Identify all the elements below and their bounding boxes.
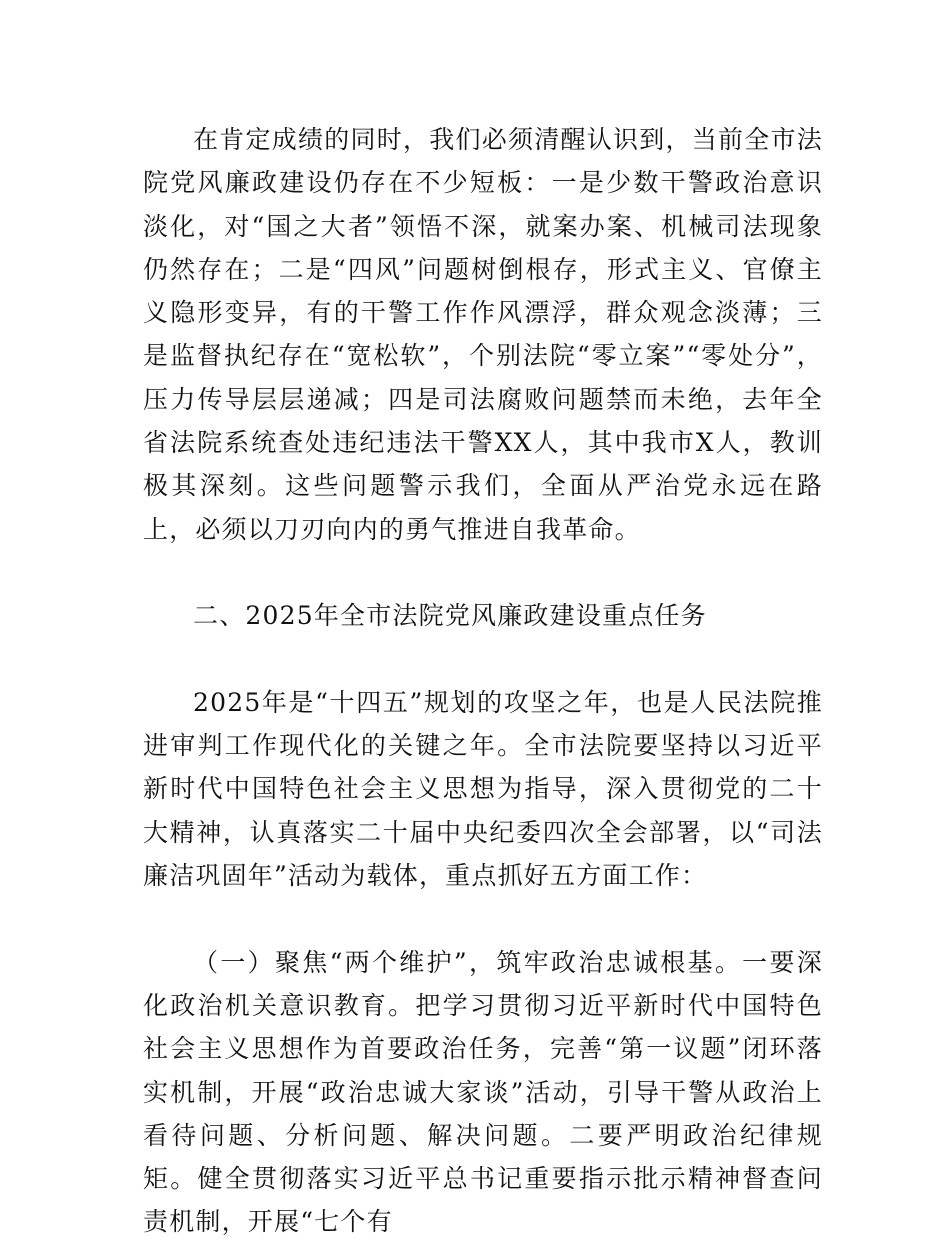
section-heading: 二、2025年全市法院党风廉政建设重点任务 xyxy=(193,601,707,631)
paragraph-shortcomings: 在肯定成绩的同时，我们必须清醒认识到，当前全市法院党风廉政建设仍存在不少短板：一是少数干警政治意识淡化，对“国之大者”领悟不深，就案办案、机械司法现象仍然存在；二是“四风”问题树倒根存，形式主义、官僚主义隐形变异，有的干警工作作风漂浮，群众观念淡薄；三是监督执纪存在“宽松软”，个别法院“零立案”“零处分”，压力传导层层递减；四是司法腐败问题禁而未绝，去年全省法院系统查处违纪违法干警XX人，其中我市X人，教训极其深刻。这些问题警示我们，全面从严治党永远在路上，必须以刀刃向内的勇气推进自我革命。 xyxy=(143,125,823,544)
paragraph-task-one: （一）聚焦“两个维护”，筑牢政治忠诚根基。一要深化政治机关意识教育。把学习贯彻习近平新时代中国特色社会主义思想作为首要政治任务，完善“第一议题”闭环落实机制，开展“政治忠诚大家谈”活动，引导干警从政治上看待问题、分析问题、解决问题。二要严明政治纪律规矩。健全贯彻落实习近平总书记重要指示批示精神督查问责机制，开展“七个有 xyxy=(143,947,823,1237)
paragraph-overview: 2025年是“十四五”规划的攻坚之年，也是人民法院推进审判工作现代化的关键之年。全市法院要坚持以习近平新时代中国特色社会主义思想为指导，深入贯彻党的二十大精神，认真落实二十届中央纪委四次全会部署，以“司法廉洁巩固年”活动为载体，重点抓好五方面工作： xyxy=(143,687,823,891)
document-body xyxy=(143,118,823,1244)
